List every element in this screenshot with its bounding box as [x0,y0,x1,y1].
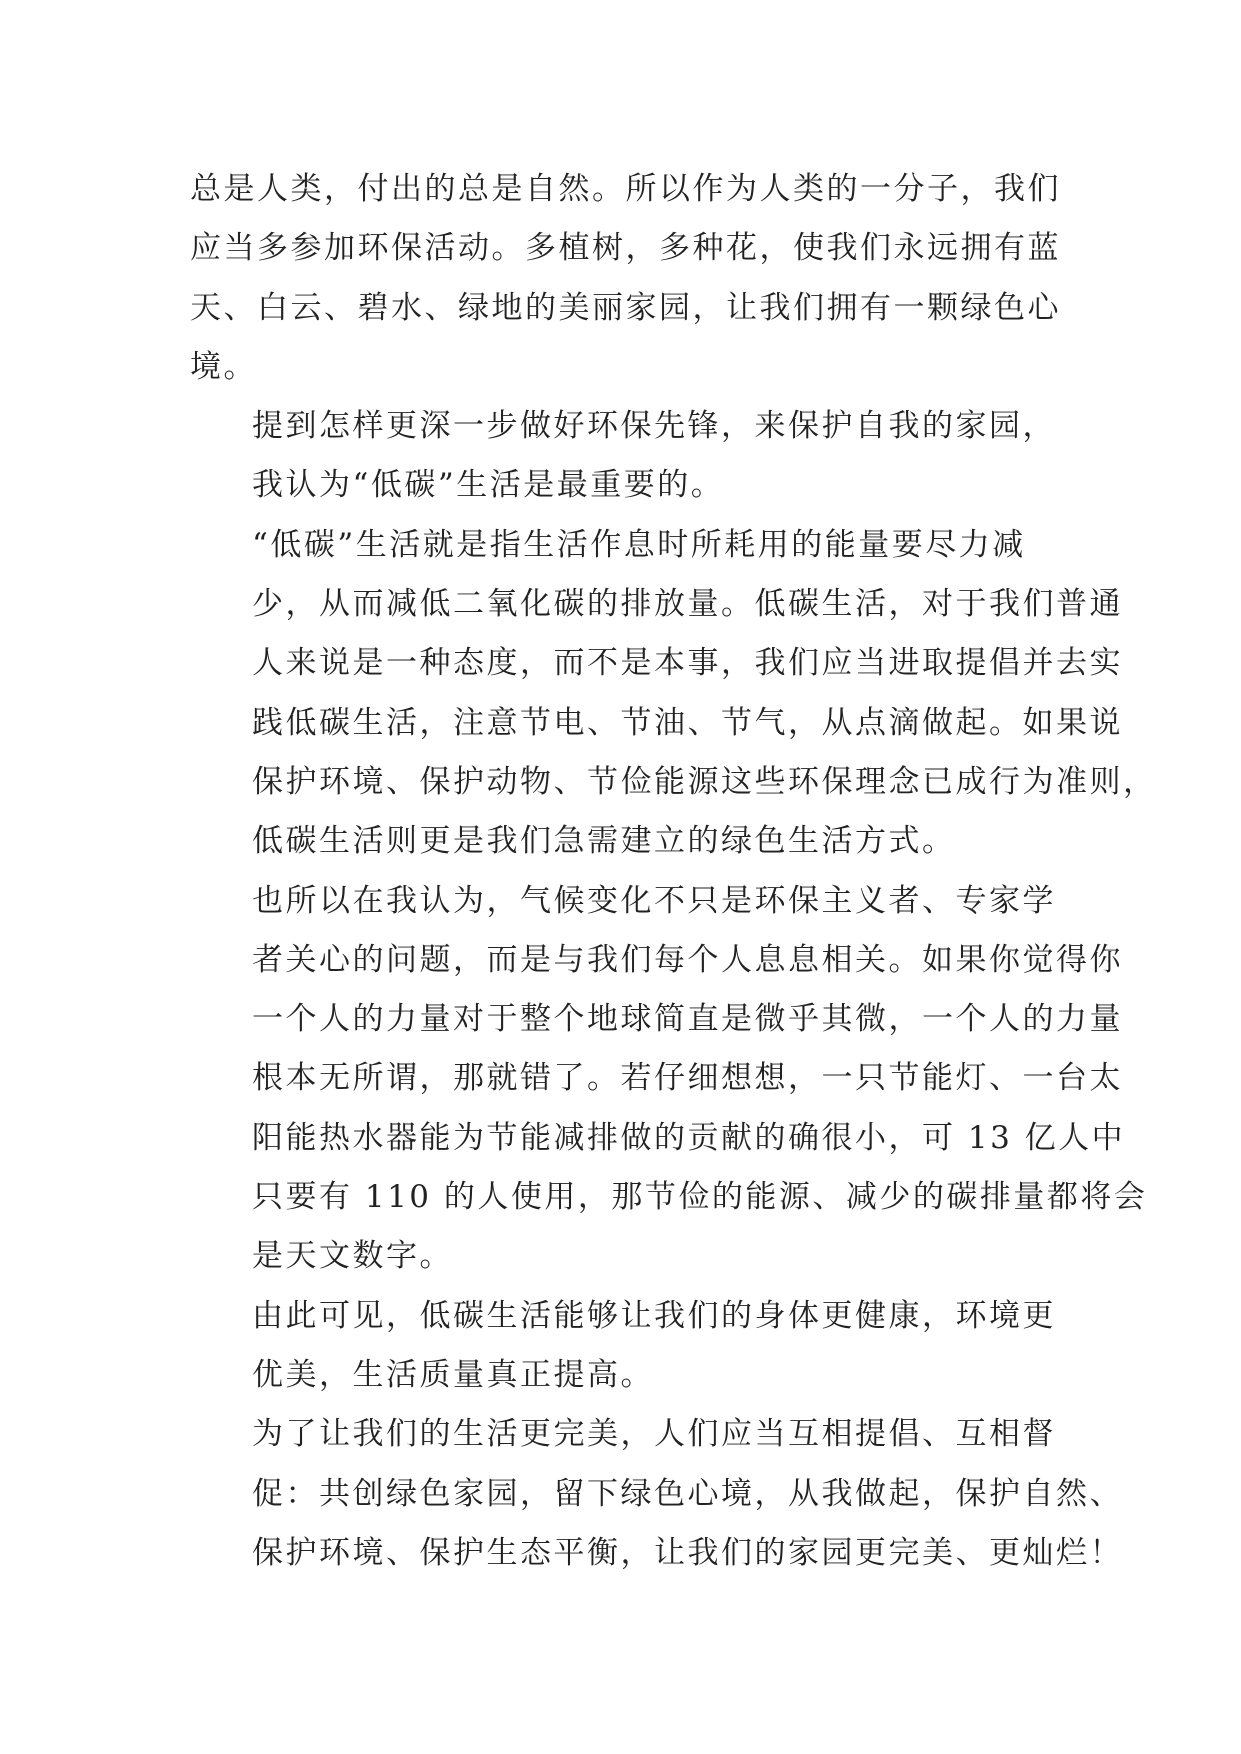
text-line: 根本无所谓，那就错了。若仔细想想，一只节能灯、一台太 [252,1060,1123,1097]
text-line: 者关心的问题，而是与我们每个人息息相关。如果你觉得你 [252,941,1123,978]
text-line: 人来说是一种态度，而不是本事，我们应当进取提倡并去实 [252,645,1123,682]
document-body [190,160,1157,1583]
text-line: 为了让我们的生活更完美，人们应当互相提倡、互相督 [252,1416,1056,1453]
text-line: 只要有 110 的人使用，那节俭的能源、减少的碳排量都将会 [252,1179,1148,1216]
text-line: 总是人类，付出的总是自然。所以作为人类的一分子，我们 [190,171,1061,207]
paragraph-4 [190,872,1148,1287]
text-line: 也所以在我认为，气候变化不只是环保主义者、专家学 [252,882,1056,919]
text-line: 一个人的力量对于整个地球简直是微乎其微，一个人的力量 [252,1001,1123,1038]
paragraph-5 [190,1287,1060,1406]
text-line: 天、白云、碧水、绿地的美丽家园，让我们拥有一颗绿色心 [190,289,1061,326]
paragraph-2 [190,397,1060,516]
text-line: 由此可见，低碳生活能够让我们的身体更健康，环境更 [252,1297,1056,1334]
text-line: 保护环境、保护动物、节俭能源这些环保理念已成行为准则， [252,763,1157,800]
text-line: 保护环境、保护生态平衡，让我们的家园更完美、更灿烂！ [252,1534,1123,1571]
text-line: 低碳生活则更是我们急需建立的绿色生活方式。 [252,823,956,860]
text-line: 阳能热水器能为节能减排做的贡献的确很小，可 13 亿人中 [252,1119,1126,1156]
text-line: 提到怎样更深一步做好环保先锋，来保护自我的家园， [252,408,1056,445]
text-line: 优美，生活质量真正提高。 [252,1356,654,1393]
text-line: 践低碳生活，注意节电、节油、节气，从点滴做起。如果说 [252,704,1123,741]
paragraph-3 [190,516,1157,872]
text-line: 我认为“低碳”生活是最重要的。 [252,467,725,504]
text-line: “低碳”生活就是指生活作息时所耗用的能量要尽力减 [252,526,1026,563]
text-line: 促：共创绿色家园，留下绿色心境，从我做起，保护自然、 [252,1475,1123,1512]
text-line: 少，从而减低二氧化碳的排放量。低碳生活，对于我们普通 [252,586,1123,623]
text-line: 是天文数字。 [252,1238,453,1275]
text-line: 境。 [190,348,257,385]
paragraph-1 [190,160,1060,397]
paragraph-6 [190,1405,1123,1583]
text-line: 应当多参加环保活动。多植树，多种花，使我们永远拥有蓝 [190,230,1061,267]
